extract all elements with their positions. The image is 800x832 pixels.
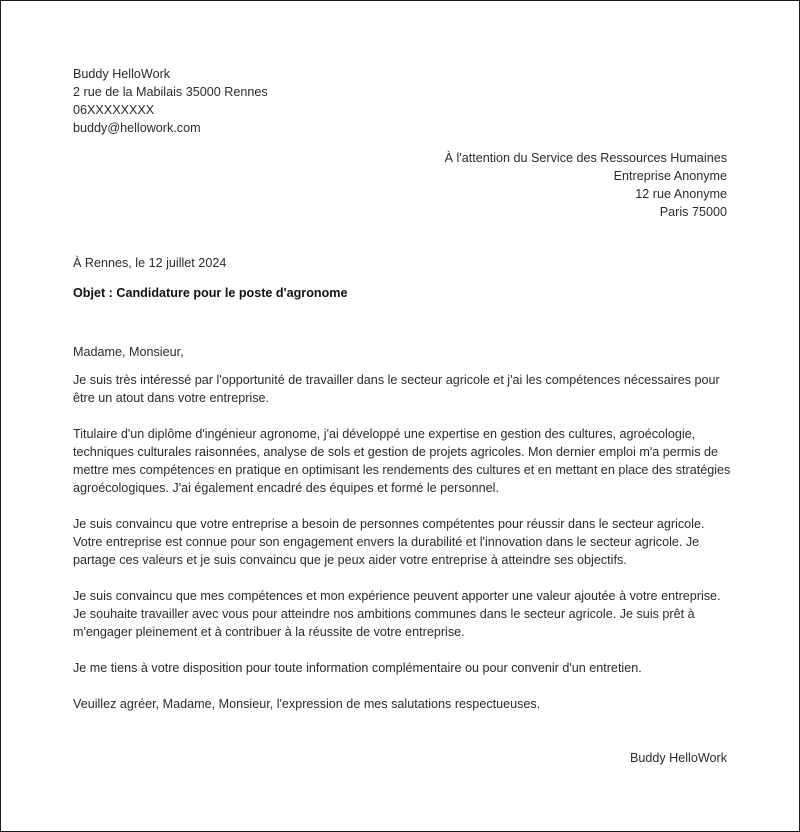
sender-block [73, 65, 268, 137]
recipient-street: 12 rue Anonyme [635, 187, 727, 201]
signature: Buddy HelloWork [629, 751, 727, 765]
salutation: Madame, Monsieur, [73, 345, 184, 359]
paragraph-intro: Je suis très intéressé par l'opportunité de travailler dans le secteur agricole et j'ai les compétences nécessaires pour être un atout dans votre entreprise. [73, 373, 720, 405]
letter-body [73, 343, 733, 731]
recipient-city: Paris 75000 [659, 205, 727, 219]
subject-line: Objet : Candidature pour le poste d'agronome [73, 286, 348, 300]
recipient-company: Entreprise Anonyme [613, 169, 727, 183]
paragraph-experience: Titulaire d'un diplôme d'ingénieur agronome, j'ai développé une expertise en gestion des cultures, agroécologie, techniques culturales raisonnées, analyse de sols et gestion de projets agricoles. Mon dernier emploi m'a permis de mettre mes compétences en pratique en optimisant les rendements des cultures et en mettant en place des stratégies agroécologiques. J'ai également encadré des équipes et formé le personnel. [73, 427, 731, 495]
paragraph-availability: Je me tiens à votre disposition pour toute information complémentaire ou pour convenir d'un entretien. [73, 661, 642, 675]
paragraph-company: Je suis convaincu que votre entreprise a besoin de personnes compétentes pour réussir dans le secteur agricole. Votre entreprise est connue pour son engagement envers la durabilité et l'innovation dans le secteur agricole. Je partage ces valeurs et je suis convaincu que je peux aider votre entreprise à atteindre ses objectifs. [73, 517, 705, 567]
date-line: À Rennes, le 12 juillet 2024 [73, 256, 227, 270]
sender-phone: 06XXXXXXXX [73, 103, 155, 117]
sender-email: buddy@hellowork.com [73, 121, 201, 135]
paragraph-closing: Veuillez agréer, Madame, Monsieur, l'expression de mes salutations respectueuses. [73, 697, 541, 711]
sender-address: 2 rue de la Mabilais 35000 Rennes [73, 85, 268, 99]
sender-name: Buddy HelloWork [73, 67, 171, 81]
paragraph-value: Je suis convaincu que mes compétences et mon expérience peuvent apporter une valeur ajoutée à votre entreprise. Je souhaite travailler avec vous pour atteindre nos ambitions communes dans le secteur agricole. Je suis prêt à m'engager pleinement et à contribuer à la réussite de votre entreprise. [73, 589, 721, 639]
recipient-block [445, 149, 727, 221]
recipient-attention: À l'attention du Service des Ressources Humaines [444, 151, 727, 165]
